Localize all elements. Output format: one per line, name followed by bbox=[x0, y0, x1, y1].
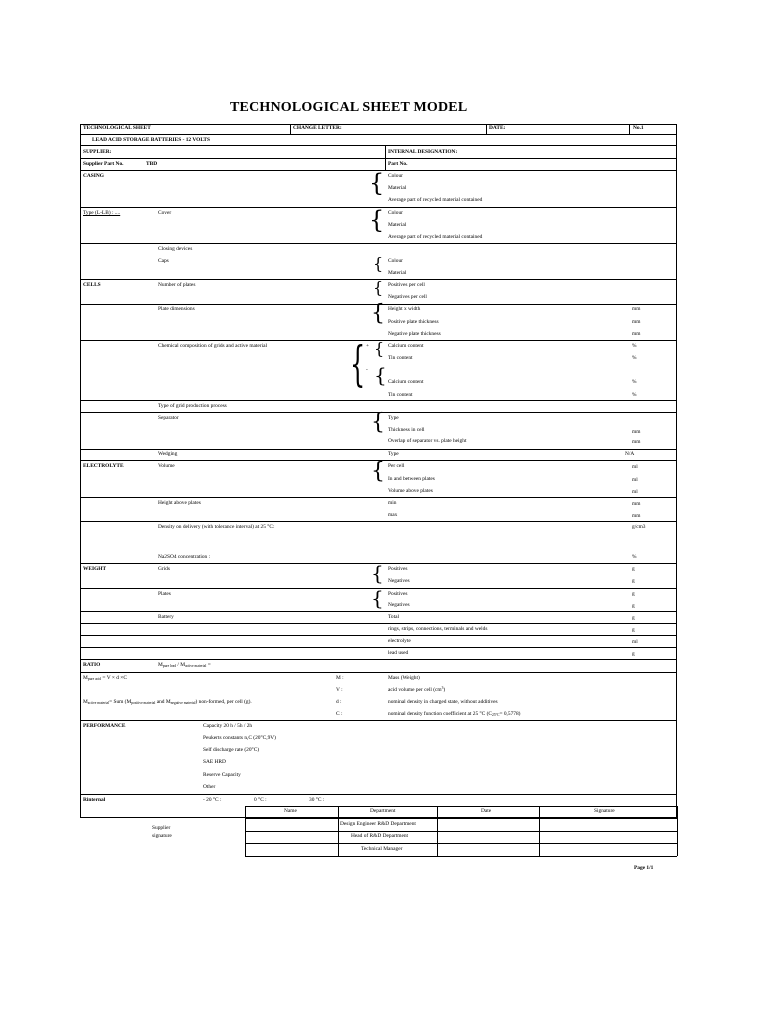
v-symbol: V : bbox=[336, 687, 343, 693]
negative-thickness-label: Negative plate thickness bbox=[388, 331, 441, 337]
row-divider bbox=[245, 806, 677, 807]
row-divider bbox=[80, 158, 677, 159]
unit-g: g bbox=[632, 566, 635, 572]
capacity-label: Capacity 20 h / 5h / 2h bbox=[203, 723, 253, 729]
unit-ml: ml bbox=[632, 489, 638, 495]
date-label: DATE: bbox=[489, 125, 506, 131]
cover-colour: Colour bbox=[388, 210, 403, 216]
casing-label: CASING bbox=[83, 173, 104, 179]
row-divider bbox=[80, 647, 677, 648]
casing-colour: Colour bbox=[388, 173, 403, 179]
separator-overlap: Overlap of separator vs. plate height bbox=[388, 438, 467, 444]
col-divider bbox=[385, 145, 386, 170]
separator-type: Type bbox=[388, 415, 399, 421]
unit-ml: ml bbox=[632, 464, 638, 470]
unit-percent: % bbox=[632, 355, 637, 361]
unit-g: g bbox=[632, 603, 635, 609]
unit-gcm3: g/cm3 bbox=[632, 524, 646, 530]
row-divider bbox=[80, 134, 677, 135]
closing-devices-label: Closing devices bbox=[158, 246, 193, 252]
unit-g: g bbox=[632, 627, 635, 633]
grids-positives: Positives bbox=[388, 566, 408, 572]
chemical-composition-label: Chemical composition of grids and active material bbox=[158, 343, 267, 349]
casing-recycled: Average part of recycled material contained bbox=[388, 197, 483, 203]
change-letter-label: CHANGE LETTER: bbox=[293, 125, 342, 131]
unit-percent: % bbox=[632, 392, 637, 398]
temp-0: 0 °C : bbox=[254, 797, 267, 803]
electrolyte-label: ELECTROLYTE bbox=[83, 463, 124, 469]
brace-icon: { bbox=[371, 459, 385, 484]
plates-label: Plates bbox=[158, 591, 171, 597]
cover-material: Material bbox=[388, 222, 407, 228]
row-divider bbox=[80, 243, 677, 244]
d-description: nominal density in charged state, without additives bbox=[388, 699, 498, 705]
reserve-capacity-label: Reserve Capacity bbox=[203, 772, 241, 778]
max-label: max bbox=[388, 512, 398, 518]
per-cell-label: Per cell bbox=[388, 463, 405, 469]
row-divider bbox=[245, 843, 677, 844]
unit-g: g bbox=[632, 615, 635, 621]
number-of-plates-label: Number of plates bbox=[158, 282, 196, 288]
caps-material: Material bbox=[388, 270, 407, 276]
separator-thickness: Thickness in cell bbox=[388, 427, 425, 433]
brace-icon: { bbox=[374, 363, 387, 387]
row-divider bbox=[80, 497, 677, 498]
tin-content: Tin content bbox=[388, 355, 413, 361]
cells-label: CELLS bbox=[83, 282, 101, 288]
sig-department-header: Department bbox=[370, 808, 396, 814]
row-divider bbox=[245, 856, 677, 857]
unit-mm: mm bbox=[632, 513, 641, 519]
density-label: Density on delivery (with tolerance interval) at 25 °C: bbox=[158, 524, 275, 530]
plate-dimensions-label: Plate dimensions bbox=[158, 306, 195, 312]
wedging-label: Wedging bbox=[158, 451, 178, 457]
type-label: Type (L-LB) : .... bbox=[83, 210, 121, 216]
brace-icon: { bbox=[369, 169, 385, 197]
row-divider bbox=[80, 145, 677, 146]
sig-dept-head: Head of R&D Department bbox=[351, 833, 409, 839]
brace-icon: { bbox=[374, 339, 385, 358]
unit-mm: mm bbox=[632, 429, 641, 435]
supplier-part-value: TBD bbox=[146, 161, 158, 167]
volume-label: Volume bbox=[158, 463, 175, 469]
sig-name-header: Name bbox=[284, 808, 297, 814]
other-label: Other bbox=[203, 784, 216, 790]
row-divider bbox=[80, 611, 677, 612]
wedging-value: N/A bbox=[625, 451, 635, 457]
electrolyte-weight-label: electrolyte bbox=[388, 638, 411, 644]
battery-label: Battery bbox=[158, 614, 174, 620]
unit-mm: mm bbox=[632, 501, 641, 507]
calcium-content: Calcium content bbox=[388, 343, 424, 349]
in-between-plates-label: In and between plates bbox=[388, 476, 435, 482]
separator-label: Separator bbox=[158, 415, 179, 421]
plus-sign: + bbox=[366, 343, 370, 349]
ratio-label: RATIO bbox=[83, 662, 101, 668]
brace-icon: { bbox=[369, 206, 385, 234]
col-divider bbox=[629, 124, 630, 134]
minus-sign: - bbox=[366, 367, 368, 373]
volume-above-label: Volume above plates bbox=[388, 488, 433, 494]
row-divider bbox=[80, 400, 677, 401]
sig-dept-technical: Technical Manager bbox=[361, 846, 403, 852]
c-description: nominal density function coefficient at 25 °C $(C_{25^\circ C}= 0,5778)$ bbox=[388, 711, 521, 717]
brace-icon: { bbox=[350, 336, 366, 392]
caps-colour: Colour bbox=[388, 258, 403, 264]
page-title: TECHNOLOGICAL SHEET MODEL bbox=[230, 100, 468, 115]
negatives-per-cell: Negatives per cell bbox=[388, 294, 427, 300]
number-label: No.1 bbox=[633, 125, 644, 131]
part-no-label: Part No. bbox=[388, 161, 408, 167]
col-divider bbox=[486, 124, 487, 134]
temp-minus20: - 20 °C : bbox=[203, 797, 222, 803]
sig-signature-header: Signature bbox=[594, 808, 615, 814]
casing-material: Material bbox=[388, 185, 407, 191]
cover-recycled: Average part of recycled material contained bbox=[388, 234, 483, 240]
unit-mm: mm bbox=[632, 331, 641, 337]
brace-icon: { bbox=[371, 410, 385, 435]
ratio-formula: $M_{pure lead} / M_{active material}$ = bbox=[158, 662, 211, 668]
unit-mm: mm bbox=[632, 306, 641, 312]
unit-percent: % bbox=[632, 343, 637, 349]
sheet-label: TECHNOLOGICAL SHEET bbox=[83, 125, 151, 131]
height-width-label: Height x width bbox=[388, 306, 421, 312]
v-description: acid volume per cell $(cm^3)$ bbox=[388, 686, 446, 693]
supplier-sig-label: Supplier bbox=[152, 825, 171, 831]
calcium-content: Calcium content bbox=[388, 379, 424, 385]
tin-content: Tin content bbox=[388, 392, 413, 398]
total-label: Total bbox=[388, 614, 399, 620]
peukert-label: Peukerts constants n,C (20°C,9V) bbox=[203, 735, 276, 741]
height-above-label: Height above plates bbox=[158, 500, 201, 506]
row-divider bbox=[80, 521, 677, 522]
positives-per-cell: Positives per cell bbox=[388, 282, 425, 288]
row-divider bbox=[80, 794, 677, 795]
col-divider bbox=[677, 806, 678, 856]
temp-30: 30 °C : bbox=[309, 797, 325, 803]
min-label: min bbox=[388, 500, 397, 506]
unit-ml: ml bbox=[632, 639, 638, 645]
unit-mm: mm bbox=[632, 319, 641, 325]
row-divider bbox=[245, 831, 677, 832]
unit-mm: mm bbox=[632, 439, 641, 445]
m-description: Mass (Weight) bbox=[388, 675, 420, 681]
positive-thickness-label: Positive plate thickness bbox=[388, 319, 439, 325]
na2so4-label: Na2SO4 concentration : bbox=[158, 554, 211, 560]
rinternal-label: Rinternal bbox=[83, 797, 106, 803]
cover-label: Cover bbox=[158, 210, 172, 216]
wedging-type: Type bbox=[388, 451, 399, 457]
col-divider bbox=[290, 124, 291, 134]
supplier-part-label: Supplier Part No. bbox=[83, 161, 124, 167]
row-divider bbox=[80, 623, 677, 624]
row-divider bbox=[80, 449, 677, 450]
supplier-sig-label-2: signature bbox=[152, 833, 172, 839]
brace-icon: { bbox=[371, 586, 384, 610]
c-symbol: C : bbox=[336, 711, 343, 717]
rings-label: rings, strips, connections, terminals and welds bbox=[388, 626, 488, 632]
brace-icon: { bbox=[373, 278, 384, 297]
mass-formula: $M_{pure acid} = V \times d \times C$ bbox=[83, 675, 127, 681]
row-divider bbox=[80, 635, 677, 636]
plates-positives: Positives bbox=[388, 591, 408, 597]
row-divider bbox=[80, 659, 677, 660]
internal-designation-label: INTERNAL DESIGNATION: bbox=[388, 149, 458, 155]
brace-icon: { bbox=[371, 561, 384, 585]
plates-negatives: Negatives bbox=[388, 602, 410, 608]
unit-percent: % bbox=[632, 554, 637, 560]
row-divider bbox=[80, 672, 677, 673]
unit-g: g bbox=[632, 578, 635, 584]
d-symbol: d : bbox=[336, 699, 342, 705]
unit-g: g bbox=[632, 651, 635, 657]
sae-hrd-label: SAE HRD bbox=[203, 759, 226, 765]
unit-g: g bbox=[632, 591, 635, 597]
weight-label: WEIGHT bbox=[83, 566, 107, 572]
lead-used-label: lead used bbox=[388, 650, 409, 656]
sig-date-header: Date bbox=[481, 808, 492, 814]
performance-label: PERFORMANCE bbox=[83, 723, 126, 729]
row-divider bbox=[245, 818, 677, 819]
m-symbol: M : bbox=[336, 675, 344, 681]
brace-icon: { bbox=[371, 301, 385, 326]
page-number: Page 1/1 bbox=[634, 865, 654, 871]
active-mass-formula: $M_{active material}=$ Sum ($M_{positive material}$ and $M_{negative material}$) non-formed, per cell (g). bbox=[83, 699, 252, 705]
sheet-subtitle: LEAD ACID STORAGE BATTERIES - 12 VOLTS bbox=[92, 137, 211, 143]
self-discharge-label: Self discharge rate (20°C) bbox=[203, 747, 260, 753]
brace-icon: { bbox=[373, 254, 384, 273]
row-divider bbox=[80, 720, 677, 721]
caps-label: Caps bbox=[158, 258, 169, 264]
unit-ml: ml bbox=[632, 477, 638, 483]
supplier-label: SUPPLIER: bbox=[83, 149, 112, 155]
sig-dept-design: Design Engineer R&D Department bbox=[340, 821, 416, 827]
grid-process-label: Type of grid production process bbox=[158, 403, 227, 409]
unit-percent: % bbox=[632, 379, 637, 385]
grids-label: Grids bbox=[158, 566, 170, 572]
grids-negatives: Negatives bbox=[388, 578, 410, 584]
